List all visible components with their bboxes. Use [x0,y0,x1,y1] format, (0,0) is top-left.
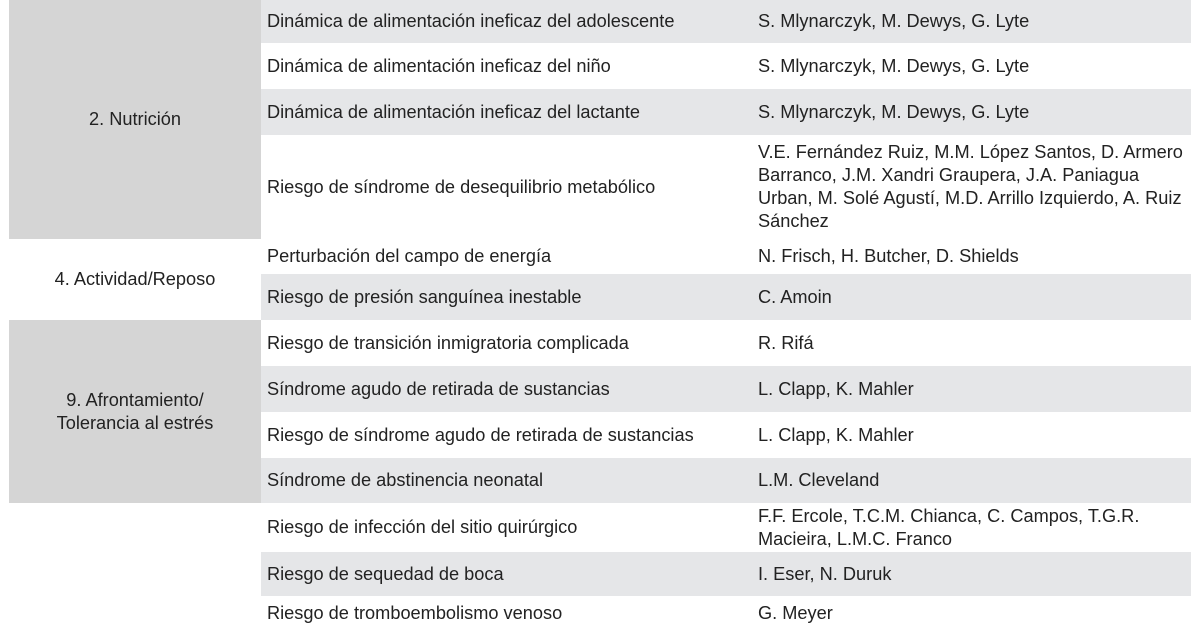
group-label: 9. Afrontamiento/ Tolerancia al estrés [56,389,214,433]
authors-cell: I. Eser, N. Duruk [758,563,892,584]
table-row [261,274,1191,320]
authors-cell: N. Frisch, H. Butcher, D. Shields [758,246,1019,266]
diagnosis-cell: Riesgo de síndrome de desequilibrio metabólico [267,176,656,197]
group-label: 4. Actividad/Reposo [54,269,216,289]
diagnosis-cell: Dinámica de alimentación ineficaz del niño [267,55,611,76]
table-row [261,320,1191,366]
authors-cell: G. Meyer [758,602,833,623]
table-row [261,552,1191,596]
table-row [261,458,1191,503]
authors-cell: V.E. Fernández Ruiz, M.M. López Santos, D. Armero Barranco, J.M. Xandri Graupera, J.A. Paniagua Urban, M. Solé Agustí, M.D. Arrillo Izquierdo, A. Ruiz Sánchez [758,142,1183,231]
diagnosis-cell: Riesgo de infección del sitio quirúrgico [267,517,578,537]
group-cell-empty [9,503,261,630]
diagnosis-cell: Dinámica de alimentación ineficaz del adolescente [267,11,675,31]
table-row [261,596,1191,630]
diagnosis-cell: Síndrome agudo de retirada de sustancias [267,378,610,399]
diagnosis-cell: Riesgo de tromboembolismo venoso [267,602,563,623]
table-row [261,366,1191,412]
table-row [261,503,1191,552]
diagnosis-cell: Riesgo de presión sanguínea inestable [267,286,582,307]
group-cell-nutricion [9,0,261,239]
diagnosis-cell: Riesgo de sequedad de boca [267,563,504,584]
authors-cell: S. Mlynarczyk, M. Dewys, G. Lyte [758,11,1030,31]
table-row [261,412,1191,458]
table-row [261,135,1191,239]
authors-cell: S. Mlynarczyk, M. Dewys, G. Lyte [758,101,1030,122]
table-row [261,239,1191,274]
group-cell-afrontamiento [9,320,261,503]
table-row [261,43,1191,89]
authors-cell: F.F. Ercole, T.C.M. Chianca, C. Campos, T.G.R. Macieira, L.M.C. Franco [758,505,1140,549]
diagnosis-cell: Síndrome de abstinencia neonatal [267,470,544,490]
diagnosis-cell: Perturbación del campo de energía [267,246,552,266]
authors-cell: L. Clapp, K. Mahler [758,378,914,399]
group-label: 2. Nutrición [89,109,181,129]
authors-cell: R. Rifá [758,332,814,353]
table-row [261,89,1191,135]
table-row [261,0,1191,43]
group-cell-actividad-reposo [9,239,261,320]
diagnosis-cell: Riesgo de síndrome agudo de retirada de sustancias [267,424,694,445]
authors-cell: S. Mlynarczyk, M. Dewys, G. Lyte [758,55,1030,76]
diagnosis-cell: Dinámica de alimentación ineficaz del lactante [267,101,641,122]
authors-cell: L. Clapp, K. Mahler [758,424,914,445]
diagnosis-cell: Riesgo de transición inmigratoria complicada [267,332,629,353]
authors-cell: C. Amoin [758,286,832,307]
authors-cell: L.M. Cleveland [758,470,880,490]
